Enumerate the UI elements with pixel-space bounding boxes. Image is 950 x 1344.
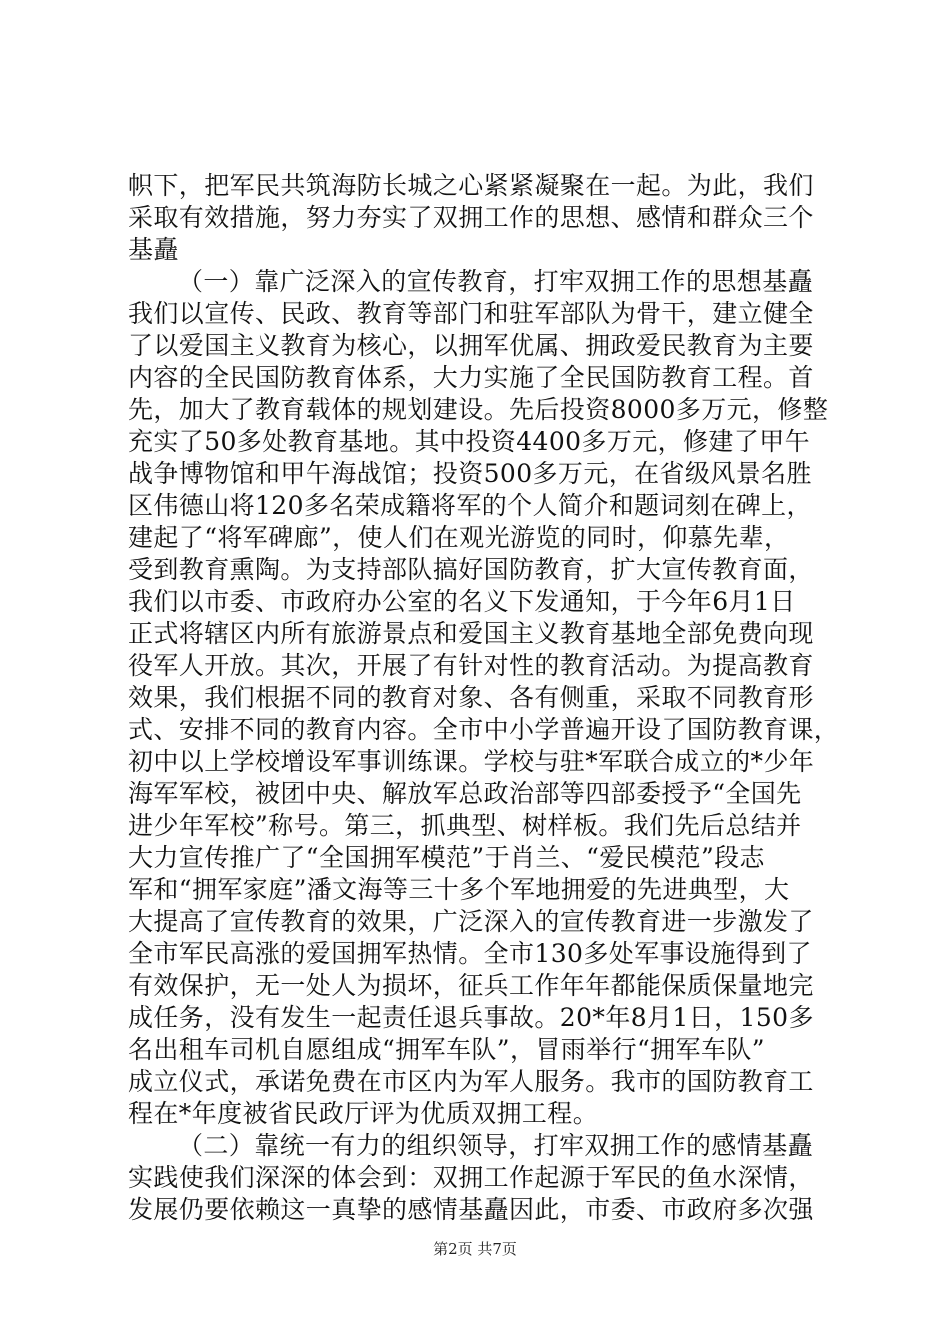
text-line: 式、安排不同的教育内容。全市中小学普遍开设了国防教育课， xyxy=(128,715,840,744)
text-line: 发展仍要依赖这一真挚的感情基矗因此，市委、市政府多次强 xyxy=(128,1195,814,1224)
text-line: 受到教育熏陶。为支持部队搞好国防教育，扩大宣传教育面， xyxy=(128,555,814,584)
text-line: 采取有效措施，努力夯实了双拥工作的思想、感情和群众三个 xyxy=(128,203,814,232)
text-line: 军和“拥军家庭”潘文海等三十多个军地拥爱的先进典型，大 xyxy=(128,875,790,904)
text-line: 役军人开放。其次，开展了有针对性的教育活动。为提高教育 xyxy=(128,651,814,680)
text-line: 海军军校，被团中央、解放军总政治部等四部委授予“全国先 xyxy=(128,779,802,808)
text-line: 我们以市委、市政府办公室的名义下发通知，于今年6月1日 xyxy=(128,587,796,616)
text-line: 我们以宣传、民政、教育等部门和驻军部队为骨干，建立健全 xyxy=(128,299,814,328)
text-line: 有效保护，无一处人为损坏，征兵工作年年都能保质保量地完 xyxy=(128,971,814,1000)
text-line: 成立仪式，承诺免费在市区内为军人服务。我市的国防教育工 xyxy=(128,1067,814,1096)
text-line: 内容的全民国防教育体系，大力实施了全民国防教育工程。首 xyxy=(128,363,814,392)
text-line: 程在*年度被省民政厅评为优质双拥工程。 xyxy=(128,1099,599,1128)
page-number-footer: 第2页 共7页 xyxy=(433,1240,517,1258)
section-heading-2: （二）靠统一有力的组织领导，打牢双拥工作的感情基矗 xyxy=(178,1131,814,1160)
text-line: 名出租车司机自愿组成“拥军车队”，冒雨举行“拥军车队” xyxy=(128,1035,765,1064)
text-line: 正式将辖区内所有旅游景点和爱国主义教育基地全部免费向现 xyxy=(128,619,814,648)
text-line: 基矗 xyxy=(128,235,179,264)
text-line: 大提高了宣传教育的效果，广泛深入的宣传教育进一步激发了 xyxy=(128,907,814,936)
text-line: 了以爱国主义教育为核心，以拥军优属、拥政爱民教育为主要 xyxy=(128,331,814,360)
text-line: 实践使我们深深的体会到：双拥工作起源于军民的鱼水深情， xyxy=(128,1163,814,1192)
document-body xyxy=(128,170,840,1226)
text-line: 建起了“将军碑廊”，使人们在观光游览的同时，仰慕先辈， xyxy=(128,523,790,552)
text-line: 战争博物馆和甲午海战馆；投资500多万元，在省级风景名胜 xyxy=(128,459,812,488)
text-line: 效果，我们根据不同的教育对象、各有侧重，采取不同教育形 xyxy=(128,683,814,712)
text-line: 充实了50多处教育基地。其中投资4400多万元，修建了甲午 xyxy=(128,427,811,456)
text-line: 先，加大了教育载体的规划建设。先后投资8000多万元，修整 xyxy=(128,395,829,424)
text-line: 帜下，把军民共筑海防长城之心紧紧凝聚在一起。为此，我们 xyxy=(128,171,814,200)
text-line: 初中以上学校增设军事训练课。学校与驻*军联合成立的*少年 xyxy=(128,747,815,776)
text-line: 区伟德山将120多名荣成籍将军的个人简介和题词刻在碑上， xyxy=(128,491,812,520)
text-line: 成任务，没有发生一起责任退兵事故。20*年8月1日，150多 xyxy=(128,1003,814,1032)
text-line: 全市军民高涨的爱国拥军热情。全市130多处军事设施得到了 xyxy=(128,939,812,968)
section-heading-1: （一）靠广泛深入的宣传教育，打牢双拥工作的思想基矗 xyxy=(178,267,814,296)
text-line: 大力宣传推广了“全国拥军模范”于肖兰、“爱民模范”段志 xyxy=(128,843,765,872)
text-line: 进少年军校”称号。第三，抓典型、树样板。我们先后总结并 xyxy=(128,811,802,840)
